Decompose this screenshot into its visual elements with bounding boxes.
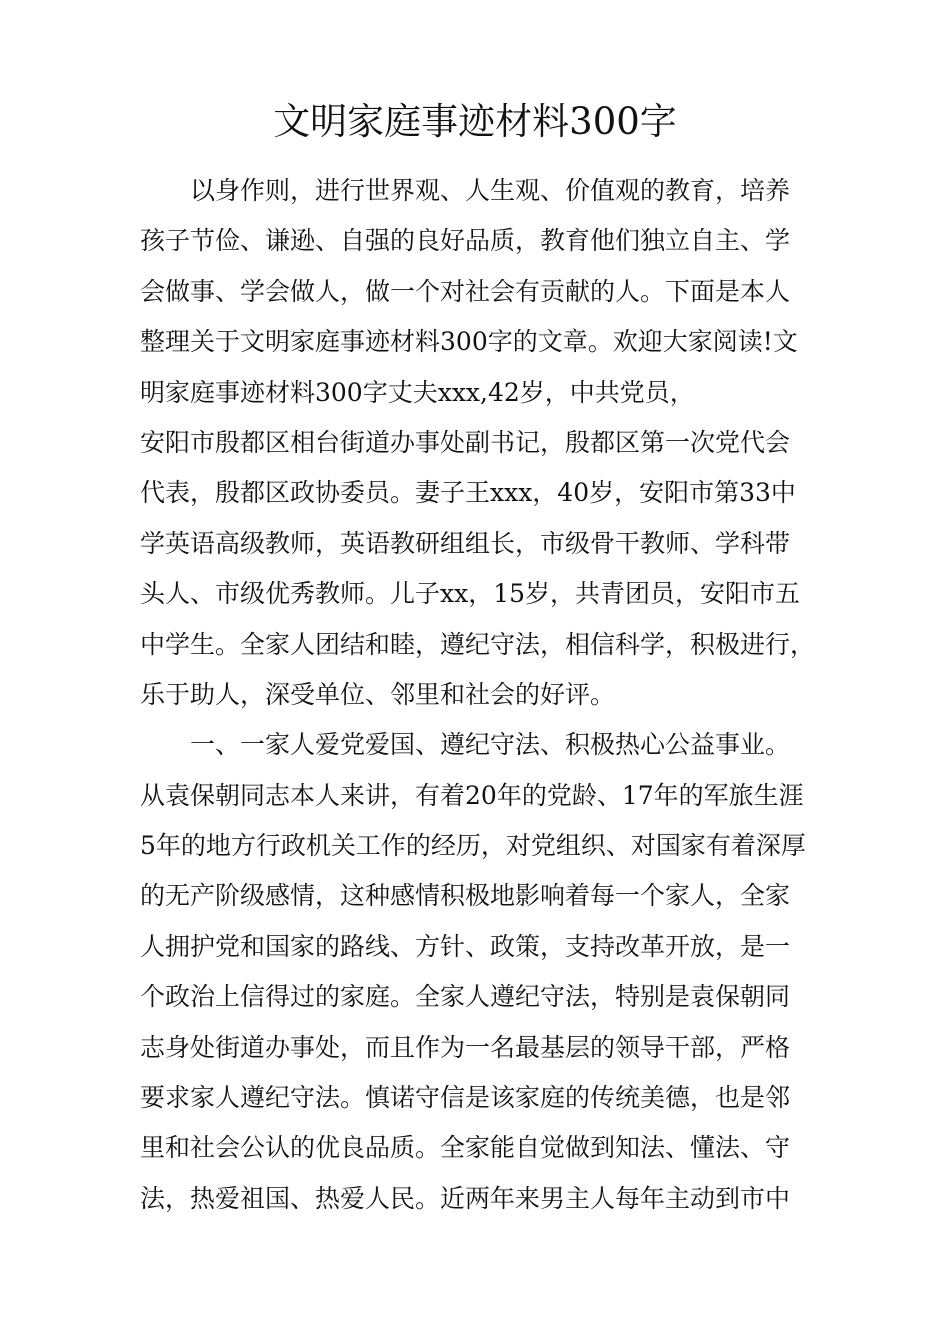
body-line: 里和社会公认的优良品质。全家能自觉做到知法、懂法、守 (140, 1133, 791, 1163)
body-line: 会做事、学会做人，做一个对社会有贡献的人。下面是本人 (140, 276, 791, 306)
body-line: 法，热爱祖国、热爱人民。近两年来男主人每年主动到市中 (140, 1183, 791, 1213)
body-line: 学英语高级教师，英语教研组组长，市级骨干教师、学科带 (140, 528, 791, 558)
body-line: 个政治上信得过的家庭。全家人遵纪守法，特别是袁保朝同 (140, 982, 791, 1012)
body-line: 代表，殷都区政协委员。妻子王xxx，40岁，安阳市第33中 (140, 478, 796, 508)
document-body (140, 166, 840, 1224)
body-line: 头人、市级优秀教师。儿子xx，15岁，共青团员，安阳市五 (140, 579, 801, 609)
body-line: 整理关于文明家庭事迹材料300字的文章。欢迎大家阅读!文 (140, 327, 798, 357)
body-line: 中学生。全家人团结和睦，遵纪守法，相信科学，积极进行， (140, 629, 816, 659)
body-line: 乐于助人，深受单位、邻里和社会的好评。 (140, 679, 616, 709)
body-line: 的无产阶级感情，这种感情积极地影响着每一个家人，全家 (140, 881, 791, 911)
body-line: 要求家人遵纪守法。慎诺守信是该家庭的传统美德，也是邻 (140, 1083, 791, 1113)
body-line: 5年的地方行政机关工作的经历，对党组织、对国家有着深厚 (140, 831, 806, 861)
body-line: 从袁保朝同志本人来讲，有着20年的党龄、17年的军旅生涯 (140, 780, 804, 810)
body-line: 明家庭事迹材料300字丈夫xxx,42岁，中共党员， (140, 377, 695, 407)
document-title: 文明家庭事迹材料300字 (273, 100, 677, 143)
body-line: 一、一家人爱党爱国、遵纪守法、积极热心公益事业。 (190, 730, 791, 760)
body-line: 以身作则，进行世界观、人生观、价值观的教育，培养 (190, 176, 791, 205)
body-line: 孩子节俭、谦逊、自强的良好品质，教育他们独立自主、学 (140, 226, 791, 256)
body-line: 志身处街道办事处，而且作为一名最基层的领导干部，严格 (140, 1032, 791, 1062)
body-line: 安阳市殷都区相台街道办事处副书记，殷都区第一次党代会 (140, 427, 791, 457)
body-line: 人拥护党和国家的路线、方针、政策，支持改革开放，是一 (140, 931, 791, 961)
